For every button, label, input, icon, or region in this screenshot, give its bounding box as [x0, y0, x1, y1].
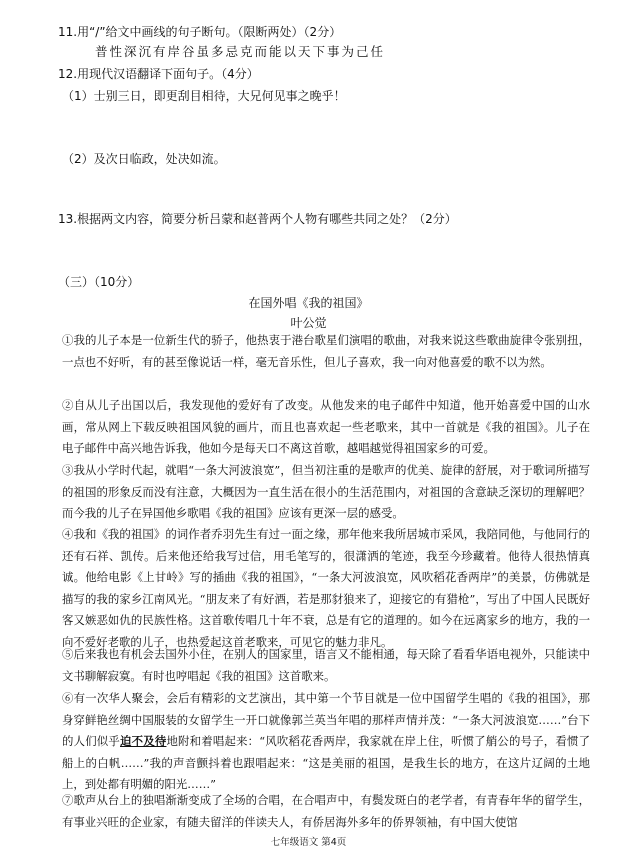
paragraph-text: ⑥有一次华人聚会，会后有精彩的文艺演出，其中第一个节目就是一位中国留学生唱的《我的祖国》，那身穿鲜艳丝绸中国服装的女留学生一开口就像郭兰英当年唱的那样声情并茂：“一条大河波浪宽……”台下的人们似乎 [62, 691, 590, 748]
paragraph-text: ①我的儿子本是一位新生代的骄子，他热衷于港台歌星们演唱的歌曲，对我来说这些歌曲旋律令张别扭，一点也不好听，有的甚至像说话一样，毫无音乐性，但儿子喜欢，我一向对他喜爱的歌不以为然。 [62, 333, 590, 369]
article-author: 叶公觉 [290, 316, 327, 330]
paragraph-text: ②自从儿子出国以后，我发现他的爱好有了改变。从他发来的电子邮件中知道，他开始喜爱中国的山水画，常从网上下载反映祖国风貌的画片，而且也喜欢起一些老歌来，其中一首就是《我的祖国》。儿子在电子邮件中高兴地告诉我，他如今是每天口不离这首歌，越唱越觉得祖国家乡的可爱。 [62, 398, 590, 455]
paragraph-7 [62, 790, 590, 833]
paragraph-text: ③我从小学时代起，就唱“一条大河波浪宽”，但当初注重的是歌声的优美、旋律的舒展，对于歌词所描写的祖国的形象反而没有注意，大概因为一直生活在很小的生活范围内，对祖国的含意缺乏深切的理解吧？而今我的儿子在异国他乡歌唱《我的祖国》应该有更深一层的感受。 [62, 463, 590, 520]
paragraph-5 [62, 644, 590, 687]
q11-prompt: 11.用“/”给文中画线的句子断句。（限断两处）（2分） [58, 25, 342, 39]
article-title: 在国外唱《我的祖国》 [248, 296, 369, 310]
q12-item2: （2）及次日临政，处决如流。 [62, 152, 226, 166]
paragraph-6 [62, 688, 590, 796]
paragraph-4 [62, 524, 590, 653]
q13-prompt: 13.根据两文内容，简要分析吕蒙和赵普两个人物有哪些共同之处？（2分） [58, 212, 457, 226]
page-footer: 七年级语文 第4页 [270, 837, 347, 848]
paragraph-3 [62, 460, 590, 525]
q12-prompt: 12.用现代汉语翻译下面句子。（4分） [58, 67, 259, 81]
q11-sentence: 普性深沉有岸谷虽多忌克而能以天下事为己任 [95, 44, 386, 59]
paragraph-2 [62, 395, 590, 460]
underlined-phrase: 迫不及待 [120, 734, 167, 748]
paragraph-text: ⑤后来我也有机会去国外小住，在别人的国家里，语言又不能相通，每天除了看看华语电视外，只能读中文书聊解寂寞。有时也哼唱起《我的祖国》这首歌来。 [62, 647, 590, 683]
paragraph-text: ④我和《我的祖国》的词作者乔羽先生有过一面之缘，那年他来我所居城市采风，我陪同他，与他同行的还有石祥、凯传。后来他还给我写过信，用毛笔写的，很潇洒的笔迹，我至今珍藏着。他待人很热情真诚。他给电影《上甘岭》写的插曲《我的祖国》，“一条大河波浪宽，风吹稻花香两岸”的美景，仿佛就是描写的我的家乡江南风光。“朋友来了有好酒，若是那豺狼来了，迎接它的有猎枪”，写出了中国人民既好客又嫉恶如仇的民族性格。这首歌传唱几十年不衰，总是有它的道理的。如今在远离家乡的地方，我的一向不爱好老歌的儿子，也热爱起这首老歌来，可见它的魅力非凡。 [62, 527, 590, 649]
paragraph-text: 地附和着唱起来：“风吹稻花香两岸，我家就在岸上住，听惯了艄公的号子，看惯了船上的白帆……”我的声音颤抖着也跟唱起来：“这是美丽的祖国，是我生长的地方，在这片辽阔的土地上，到处都有明媚的阳光……” [62, 734, 590, 791]
paragraph-1 [62, 330, 590, 373]
paragraph-text: ⑦歌声从台上的独唱渐渐变成了全场的合唱，在合唱声中，有鬓发斑白的老学者，有青春年华的留学生，有事业兴旺的企业家，有随夫留洋的伴读夫人，有侨居海外多年的侨界领袖，有中国大使馆 [62, 793, 590, 829]
section-label: （三）（10分） [58, 275, 140, 289]
q12-item1: （1）士别三日，即更刮目相待，大兄何见事之晚乎！ [62, 89, 346, 103]
